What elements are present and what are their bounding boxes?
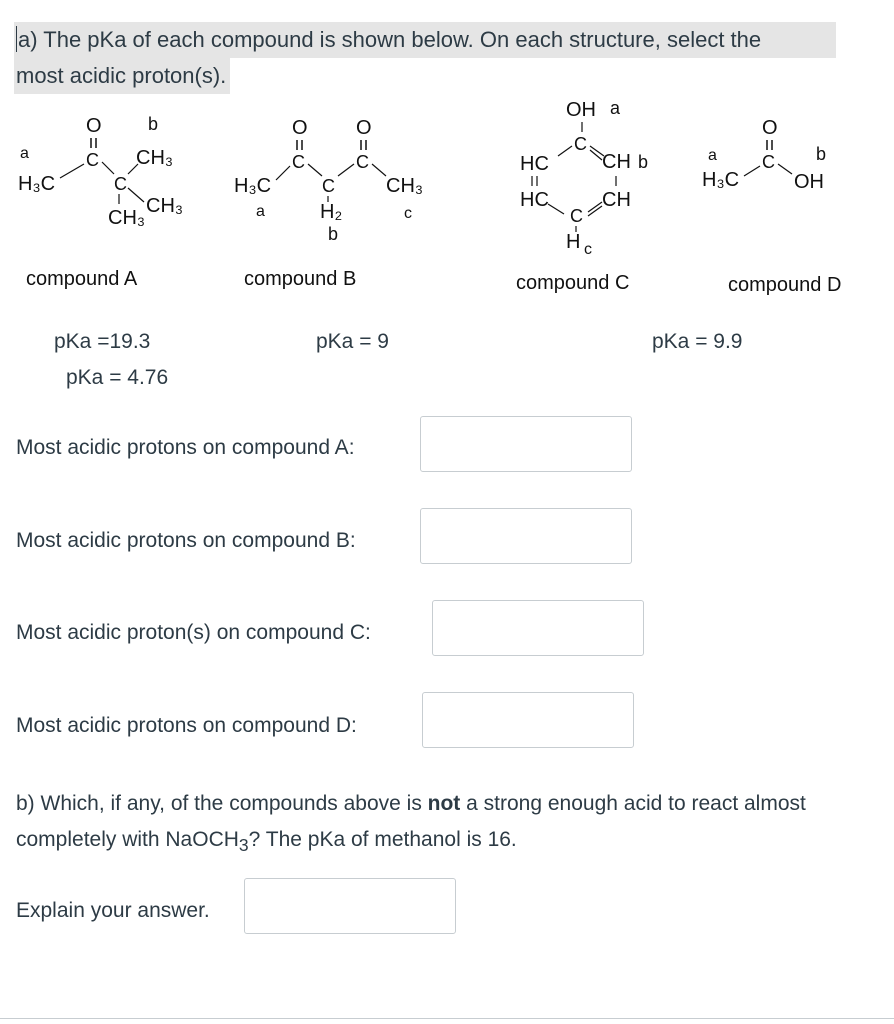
compound-a-oxygen: O <box>86 115 102 137</box>
compound-d-h3c[interactable]: H₃C <box>702 169 740 191</box>
compound-c-hc-bottom[interactable]: HC <box>520 189 549 211</box>
question-a-line2: most acidic proton(s). <box>14 58 230 94</box>
field-label-compound-c: Most acidic proton(s) on compound C: <box>16 621 371 644</box>
compound-c-structure[interactable] <box>512 94 672 264</box>
explain-label: Explain your answer. <box>16 899 210 922</box>
compound-d-label-b[interactable]: b <box>816 144 827 164</box>
compound-b-label-c[interactable]: c <box>404 205 412 222</box>
compound-c-label-b[interactable]: b <box>638 152 649 172</box>
compound-b-carbonyl-c-2: C <box>356 152 369 172</box>
compound-c-ring-c-bottom: C <box>570 206 583 226</box>
field-label-compound-d: Most acidic protons on compound D: <box>16 714 357 737</box>
compound-c-ring-c-top: C <box>574 134 587 154</box>
explain-input[interactable] <box>244 878 456 934</box>
compound-a-label-b[interactable]: b <box>148 114 159 134</box>
compound-a-h3c[interactable]: H₃C <box>18 173 56 195</box>
field-label-compound-b: Most acidic protons on compound B: <box>16 529 356 552</box>
compound-c-name: compound C <box>516 272 630 294</box>
compound-a-carbonyl-c: C <box>86 150 99 170</box>
answer-input-compound-b[interactable] <box>420 508 632 564</box>
compound-b-oxygen-1: O <box>292 117 308 139</box>
compound-d-oxygen: O <box>762 117 778 139</box>
compound-c-hc-top[interactable]: HC <box>520 153 549 175</box>
question-b-emphasis: not <box>427 792 461 815</box>
compound-a-label-a[interactable]: a <box>20 145 29 162</box>
compound-a-name: compound A <box>26 268 138 290</box>
text-cursor <box>16 26 17 52</box>
compound-b-methylene-c: C <box>322 176 335 196</box>
compound-d-name: compound D <box>728 274 842 296</box>
compound-b-label-b[interactable]: b <box>328 224 339 244</box>
field-label-compound-a: Most acidic protons on compound A: <box>16 436 355 459</box>
compound-b-h2[interactable]: H₂ <box>320 201 343 223</box>
compound-a-pka-2: pKa = 4.76 <box>66 366 169 389</box>
compound-b-ch3[interactable]: CH₃ <box>386 175 424 197</box>
compound-a-ch3-top[interactable]: CH₃ <box>136 147 174 169</box>
compound-b-label-a[interactable]: a <box>256 203 265 220</box>
compound-a-quaternary-c: C <box>114 174 127 194</box>
compound-c-oh[interactable]: OH <box>566 99 596 121</box>
compound-d-pka: pKa = 9.9 <box>652 330 743 353</box>
compound-c-ch-top[interactable]: CH <box>602 151 631 173</box>
compound-b-h3c[interactable]: H₃C <box>234 175 272 197</box>
compound-a-pka-1: pKa =19.3 <box>54 330 151 353</box>
compound-d-label-a[interactable]: a <box>708 147 717 164</box>
compound-b-carbonyl-c-1: C <box>292 152 305 172</box>
compound-b-oxygen-2: O <box>356 117 372 139</box>
compound-a-ch3-bottom[interactable]: CH₃ <box>108 207 146 229</box>
compound-c-ch-bottom[interactable]: CH <box>602 189 631 211</box>
compound-c-h[interactable]: H <box>566 231 581 253</box>
compound-d-carbonyl-c: C <box>762 152 775 172</box>
compound-d-oh[interactable]: OH <box>794 171 824 193</box>
compound-d-structure[interactable] <box>696 112 836 202</box>
compound-b-name: compound B <box>244 268 357 290</box>
compound-b-structure[interactable] <box>228 100 448 250</box>
compound-c-label-c[interactable]: c <box>584 241 592 258</box>
compound-a-ch3-mid[interactable]: CH₃ <box>146 195 184 217</box>
question-a-line1: a) The pKa of each compound is shown below. On each structure, select the <box>14 22 836 58</box>
answer-input-compound-d[interactable] <box>422 692 634 748</box>
question-b: b) Which, if any, of the compounds above is not a strong enough acid to react almost completely with NaOCH$_3$? The pKa of methanol is 16. <box>16 792 806 856</box>
compound-b-pka: pKa = 9 <box>316 330 389 353</box>
answer-input-compound-c[interactable] <box>432 600 644 656</box>
compound-a-structure[interactable] <box>10 100 210 240</box>
answer-input-compound-a[interactable] <box>420 416 632 472</box>
divider <box>0 1018 894 1019</box>
compound-c-label-a[interactable]: a <box>610 98 621 118</box>
